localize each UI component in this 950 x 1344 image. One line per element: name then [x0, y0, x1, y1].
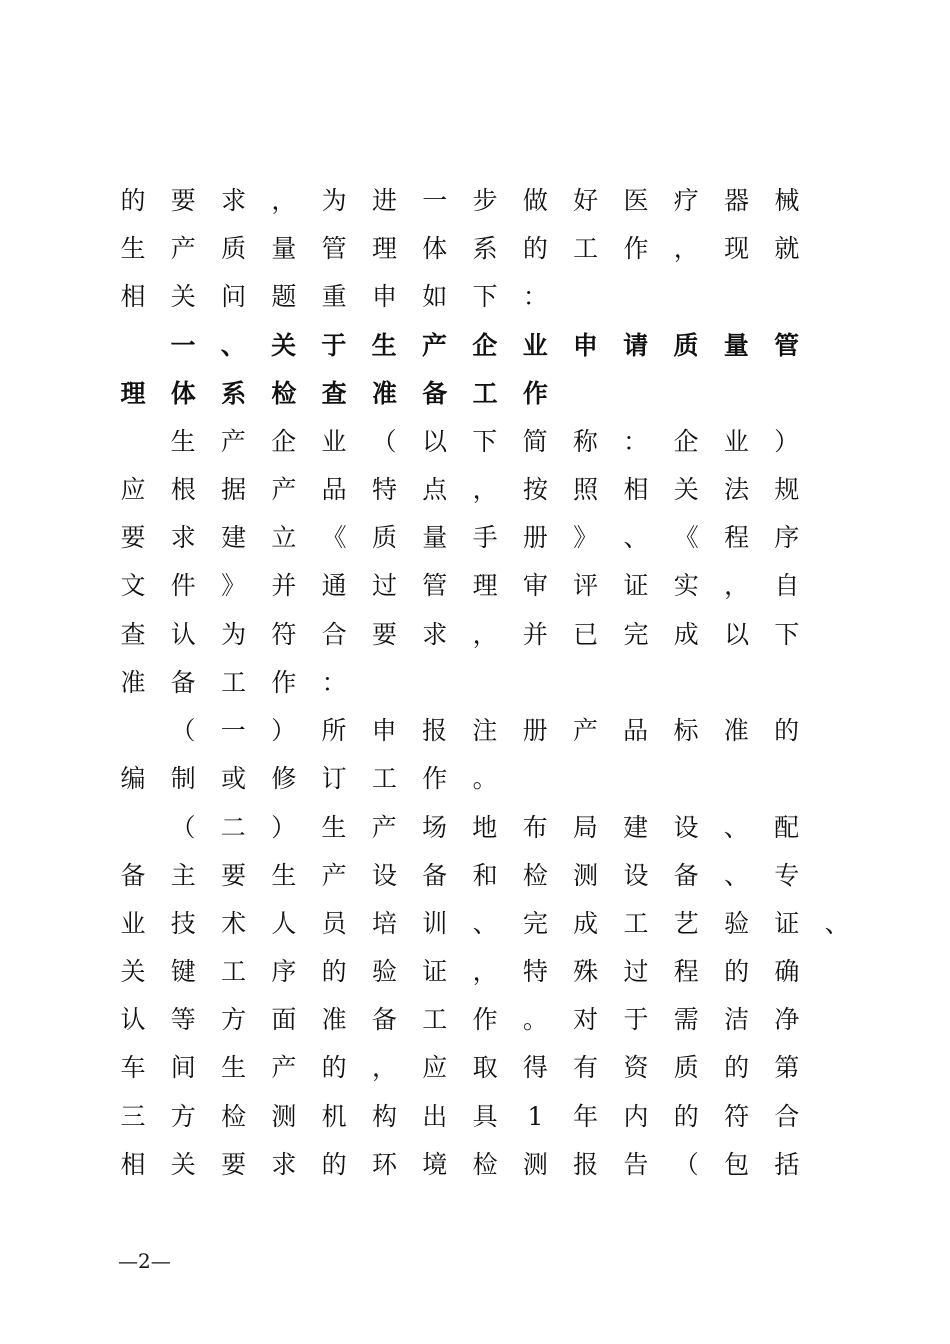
text-line: 三 方 检 测 机 构 出 具 1 年 内 的 符 合 [120, 1102, 800, 1131]
text-line: 的 要 求 ， 为 进 一 步 做 好 医 疗 器 械 [120, 186, 800, 215]
text-line: 业 技 术 人 员 培 训 、 完 成 工 艺 验 证 、 [120, 909, 850, 938]
text-line: 备 主 要 生 产 设 备 和 检 测 设 备 、 专 [120, 861, 800, 890]
text-line: 应 根 据 产 品 特 点 ， 按 照 相 关 法 规 [120, 475, 800, 504]
text-line: 文 件 》 并 通 过 管 理 审 评 证 实 ， 自 [120, 571, 800, 600]
text-line: 认 等 方 面 准 备 工 作 。 对 于 需 洁 净 [120, 1005, 800, 1034]
text-line: 理 体 系 检 查 准 备 工 作 [120, 379, 548, 408]
text-line: 要 求 建 立 《 质 量 手 册 》 、 《 程 序 [120, 523, 800, 552]
page-number: —2— [118, 1249, 171, 1273]
text-line: 相 关 要 求 的 环 境 检 测 报 告 （ 包 括 [120, 1150, 800, 1179]
text-line: 生 产 质 量 管 理 体 系 的 工 作 ， 现 就 [120, 234, 800, 263]
text-line: 相 关 问 题 重 申 如 下 ： [120, 282, 548, 311]
text-line: 查 认 为 符 合 要 求 ， 并 已 完 成 以 下 [120, 620, 800, 649]
text-line: （ 二 ） 生 产 场 地 布 局 建 设 、 配 [170, 813, 800, 842]
text-line: 编 制 或 修 订 工 作 。 [120, 764, 498, 793]
text-line: 生 产 企 业 （ 以 下 简 称 ： 企 业 ） [170, 427, 800, 456]
text-line: 准 备 工 作 ： [120, 668, 347, 697]
text-line: 关 键 工 序 的 验 证 ， 特 殊 过 程 的 确 [120, 957, 800, 986]
text-line: （ 一 ） 所 申 报 注 册 产 品 标 准 的 [170, 716, 800, 745]
text-line: 车 间 生 产 的 ， 应 取 得 有 资 质 的 第 [120, 1053, 800, 1082]
text-line: 一 、 关 于 生 产 企 业 申 请 质 量 管 [170, 331, 800, 360]
